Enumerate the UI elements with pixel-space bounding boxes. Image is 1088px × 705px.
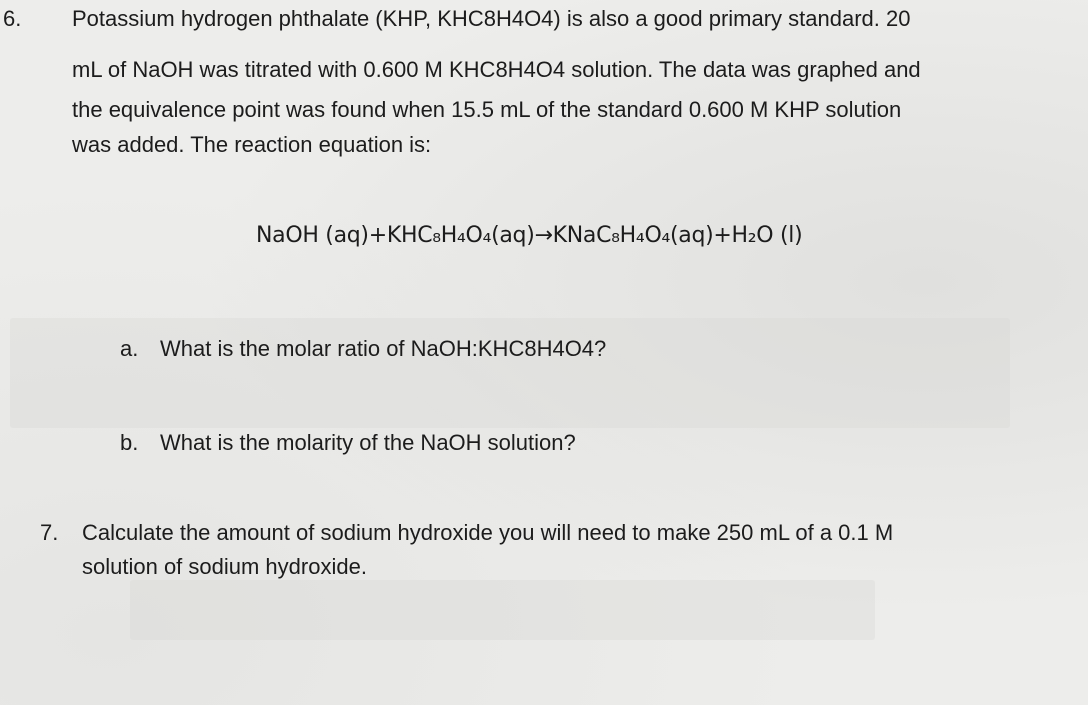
reaction-equation: NaOH (aq)+KHC₈H₄O₄(aq)→KNaC₈H₄O₄(aq)+H₂O (l) — [256, 223, 803, 248]
part-b-label: b. — [120, 430, 139, 455]
background-shadow-block — [130, 580, 875, 640]
question-6-line-3: the equivalence point was found when 15.5 mL of the standard 0.600 M KHP solution — [72, 97, 902, 122]
question-6-line-4: was added. The reaction equation is: — [72, 132, 432, 157]
question-6-number: 6. — [3, 6, 22, 31]
question-7-number: 7. — [40, 520, 59, 545]
question-7-line-2: solution of sodium hydroxide. — [82, 554, 367, 579]
question-6-line-1: Potassium hydrogen phthalate (KHP, KHC8H4O4) is also a good primary standard. 20 — [72, 6, 911, 31]
question-6-line-2: mL of NaOH was titrated with 0.600 M KHC8H4O4 solution. The data was graphed and — [72, 57, 921, 82]
part-a-label: a. — [120, 336, 139, 361]
question-7-line-1: Calculate the amount of sodium hydroxide you will need to make 250 mL of a 0.1 M — [82, 520, 894, 545]
part-a-question: What is the molar ratio of NaOH:KHC8H4O4? — [160, 336, 607, 361]
background-shadow-block — [10, 318, 1010, 428]
part-b-question: What is the molarity of the NaOH solution? — [160, 430, 576, 455]
